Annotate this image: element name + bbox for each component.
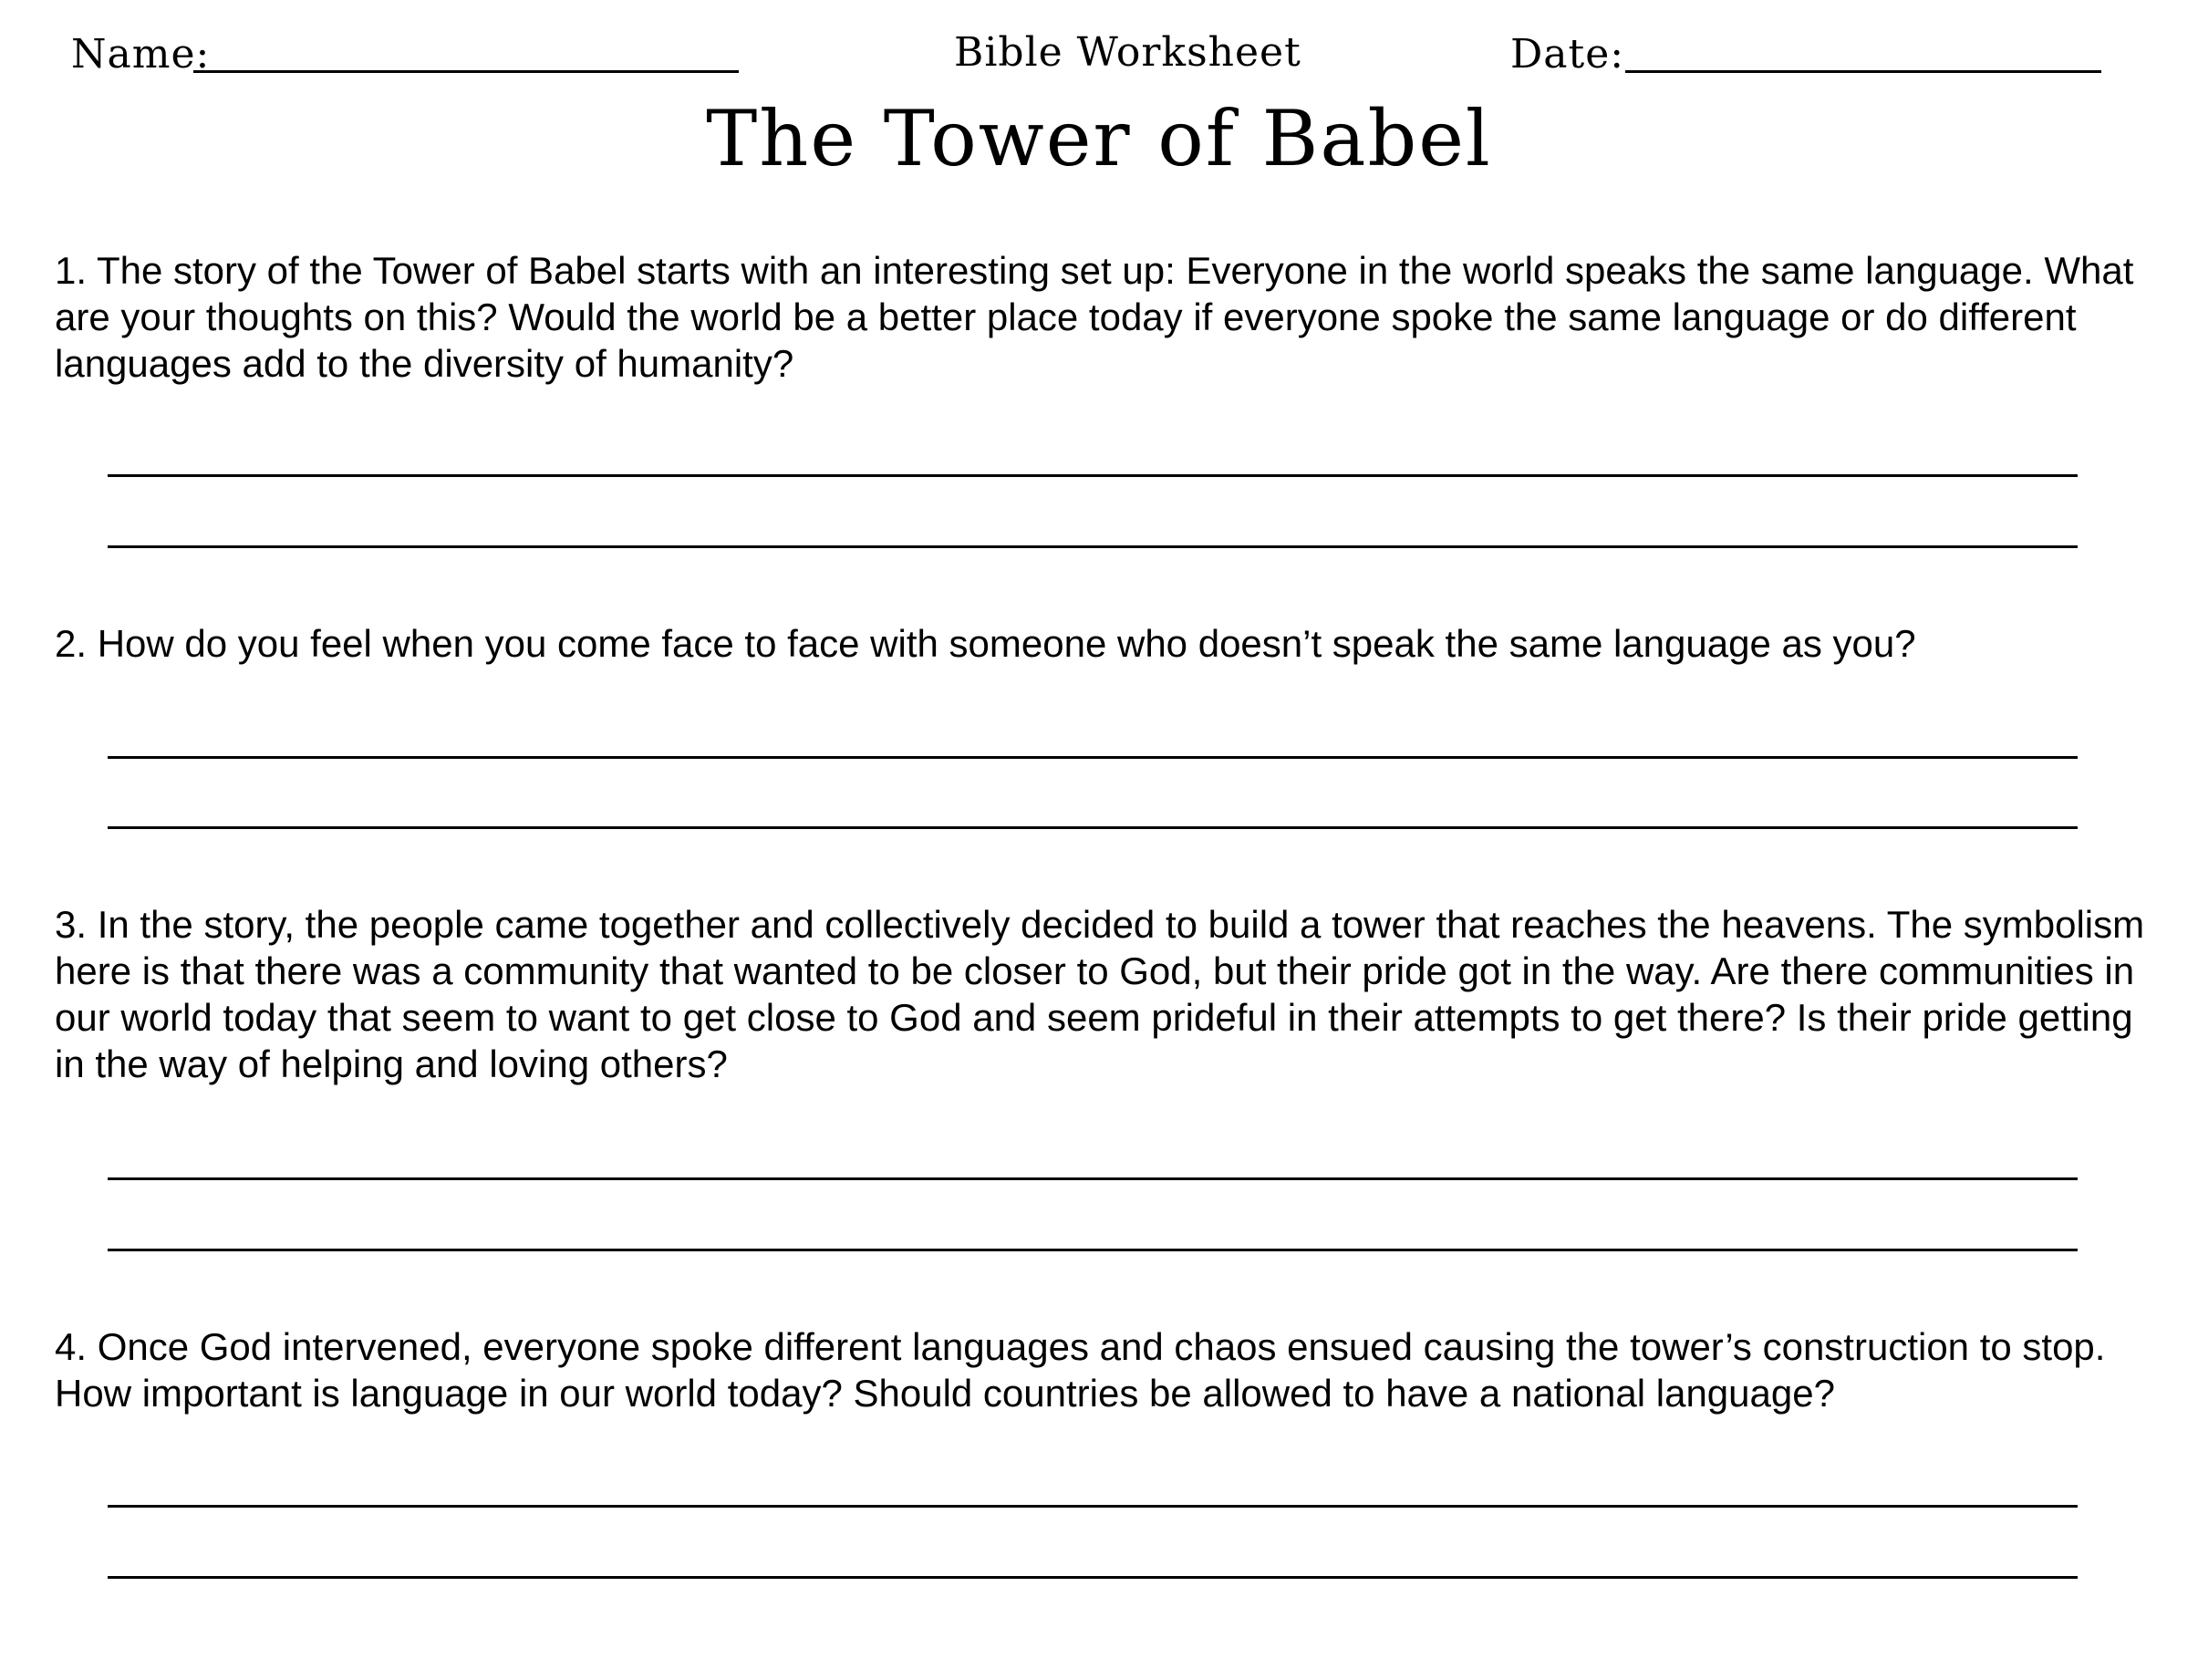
- answer-line-3b[interactable]: [108, 1249, 2078, 1251]
- answer-line-3a[interactable]: [108, 1177, 2078, 1180]
- worksheet-label: Bible Worksheet: [954, 29, 1301, 76]
- question-1: 1. The story of the Tower of Babel starts with an interesting set up: Everyone in the world speaks the same language. What are your thoughts on this? Would the world be a better place today if everyone spoke the same language or do different languages add to the diversity of humanity?: [55, 249, 2134, 385]
- answer-line-1a[interactable]: [108, 474, 2078, 477]
- answer-line-4a[interactable]: [108, 1505, 2078, 1508]
- question-4: 4. Once God intervened, everyone spoke different languages and chaos ensued causing the tower’s construction to stop. How important is language in our world today? Should countries be allowed to have a national language?: [55, 1325, 2106, 1415]
- name-label: Name:: [71, 31, 211, 78]
- answer-line-1b[interactable]: [108, 545, 2078, 548]
- name-field[interactable]: [193, 70, 739, 73]
- page-title: The Tower of Babel: [706, 94, 1492, 183]
- date-field[interactable]: [1625, 70, 2101, 73]
- question-2: 2. How do you feel when you come face to face with someone who doesn’t speak the same language as you?: [55, 622, 1916, 665]
- date-label: Date:: [1510, 31, 1625, 78]
- answer-line-2b[interactable]: [108, 826, 2078, 829]
- answer-line-2a[interactable]: [108, 756, 2078, 759]
- question-3: 3. In the story, the people came together and collectively decided to build a tower that reaches the heavens. The symbolism here is that there was a community that wanted to be closer to God, but their pride got in the way. Are there communities in our world today that seem to want to get close to God and seem prideful in their attempts to get there? Is their pride getting in the way of helping and loving others?: [55, 903, 2145, 1085]
- answer-line-4b[interactable]: [108, 1576, 2078, 1579]
